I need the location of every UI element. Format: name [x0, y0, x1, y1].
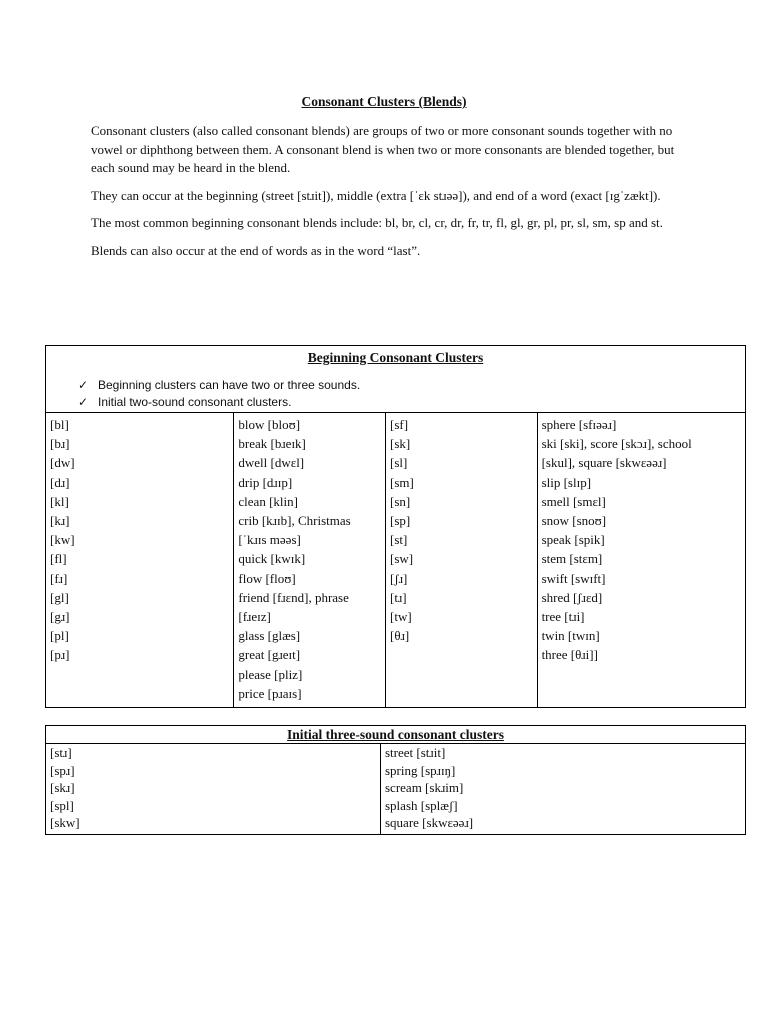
list-item: great [gɹeɪt]	[238, 647, 301, 663]
list-item: street [stɹit]	[385, 745, 446, 760]
list-item: [dw]	[50, 455, 75, 471]
list-item: quick [kwɪk]	[238, 551, 306, 567]
list-item: [tɹ]	[390, 589, 407, 605]
list-item: [fl]	[50, 551, 67, 567]
list-item: smell [smɛl]	[541, 493, 606, 509]
list-item: break [bɹeɪk]	[238, 436, 306, 452]
list-item: [skw]	[50, 815, 80, 830]
list-item: square [skwɛəəɹ]	[385, 815, 474, 830]
list-item: dwell [dwɛl]	[238, 455, 305, 471]
list-item: [stɹ]	[50, 745, 72, 760]
list-item: [tw]	[390, 609, 412, 625]
bullet-text: Beginning clusters can have two or three sounds.	[98, 378, 361, 392]
example-column	[381, 744, 746, 835]
list-item: [spl]	[50, 797, 74, 813]
cluster-column	[46, 744, 381, 835]
list-item: [fɹ]	[50, 570, 68, 586]
list-item: [kɹ]	[50, 513, 70, 529]
list-item: [sp]	[390, 513, 411, 529]
list-item: [pl]	[50, 628, 69, 644]
example-column	[234, 413, 386, 708]
list-item: drip [dɹɪp]	[238, 474, 293, 490]
list-item: [gl]	[50, 589, 69, 605]
example-column	[537, 413, 745, 708]
list-item: price [pɹaɪs]	[238, 685, 302, 701]
list-item: [fɹeɪz]	[238, 609, 271, 625]
list-item	[78, 394, 745, 411]
list-item: glass [glæs]	[238, 628, 301, 644]
table-title: Beginning Consonant Clusters	[307, 350, 484, 365]
list-item: crib [kɹɪb], Christmas	[238, 513, 351, 529]
list-item: [ʃɹ]	[390, 570, 408, 586]
checkmark-icon: ✓	[78, 395, 89, 409]
list-item: blow [bloʊ]	[238, 417, 301, 432]
intro-section	[91, 122, 691, 269]
list-item: [sn]	[390, 493, 411, 509]
list-item: [sm]	[390, 474, 414, 490]
list-item: flow [floʊ]	[238, 570, 296, 586]
list-item: [bɹ]	[50, 436, 70, 452]
list-item: [sf]	[390, 417, 409, 432]
list-item: friend [fɹɛnd], phrase	[238, 589, 349, 605]
list-item: [skul], square [skwɛəəɹ]	[541, 455, 667, 471]
list-item: spring [spɹɪŋ]	[385, 762, 456, 778]
list-item: swift [swɪft]	[541, 570, 606, 586]
list-item: clean [klin]	[238, 493, 298, 509]
table-header	[46, 346, 746, 413]
intro-paragraph: The most common beginning consonant blends include: bl, br, cl, cr, dr, fr, tr, fl, gl, gr, pl, pr, sl, sm, sp and st.	[91, 215, 663, 230]
bullet-text: Initial two-sound consonant clusters.	[98, 395, 292, 409]
list-item: twin [twɪn]	[541, 628, 600, 644]
list-item: slip [slɪp]	[541, 474, 592, 490]
beginning-clusters-table	[45, 345, 746, 708]
list-item: ski [ski], score [skɔɹ], school	[541, 436, 692, 452]
list-item: [bl]	[50, 417, 69, 432]
list-item: scream [skɹim]	[385, 780, 464, 795]
list-item: [skɹ]	[50, 780, 75, 795]
intro-paragraph: Blends can also occur at the end of words as in the word “last”.	[91, 242, 421, 258]
list-item: [sl]	[390, 455, 408, 471]
list-item: please [pliz]	[238, 666, 303, 682]
list-item: [ˈkɹɪs məəs]	[238, 532, 301, 548]
list-item: snow [snoʊ]	[541, 513, 607, 529]
intro-paragraph: Consonant clusters (also called consonant blends) are groups of two or more consonant sounds together with no vowel or diphthong between them. A consonant blend is when two or more consonants are blended together, but each sound may be heard in the blend.	[91, 123, 675, 175]
list-item: [θɹ]	[390, 628, 410, 644]
list-item: speak [spik]	[541, 532, 605, 548]
three-sound-clusters-table	[45, 725, 746, 835]
bullet-list	[46, 377, 745, 411]
list-item: [st]	[390, 532, 408, 548]
list-item: shred [ʃɹɛd]	[541, 589, 603, 605]
list-item: [kw]	[50, 532, 75, 548]
list-item: [gɹ]	[50, 609, 70, 625]
list-item: three [θɹi]]	[541, 647, 598, 663]
intro-paragraph: They can occur at the beginning (street [stɹit]), middle (extra [ˈɛk stɹəə]), and end of a word (exact [ɪgˈzækt]).	[91, 187, 661, 203]
list-item: [spɹ]	[50, 762, 75, 778]
list-item: [sw]	[390, 551, 414, 567]
list-item: tree [tɹi]	[541, 609, 585, 625]
cluster-column	[46, 413, 234, 708]
list-item: [kl]	[50, 493, 69, 509]
page-title: Consonant Clusters (Blends)	[301, 94, 467, 109]
list-item: [pɹ]	[50, 647, 70, 663]
list-item: sphere [sfɪəəɹ]	[541, 417, 617, 432]
cluster-column	[386, 413, 538, 708]
list-item	[78, 377, 745, 394]
table-title: Initial three-sound consonant clusters	[46, 726, 746, 744]
list-item: stem [stɛm]	[541, 551, 603, 567]
checkmark-icon: ✓	[78, 378, 89, 392]
list-item: [sk]	[390, 436, 411, 452]
list-item: splash [splæʃ]	[385, 797, 458, 813]
list-item: [dɹ]	[50, 474, 70, 490]
